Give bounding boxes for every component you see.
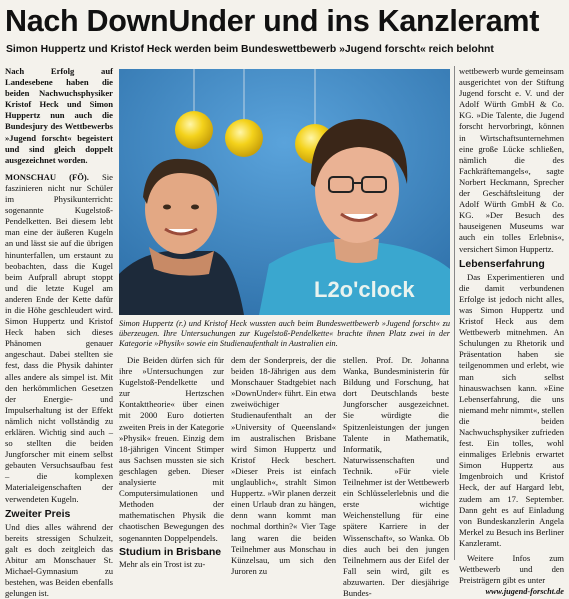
dateline: MONSCHAU (FÖ).	[5, 171, 89, 182]
column-5	[459, 66, 565, 597]
column-2	[119, 355, 224, 569]
section-heading-lebenserfahrung: Lebenserfahrung	[459, 257, 545, 270]
column-divider	[454, 66, 455, 560]
photo-image	[119, 69, 450, 315]
body-paragraph: dem der Sonderpreis, der die beiden 18-Jährigen aus dem Monschauer Stadtgebiet nach »DownUnder« führt. Ein etwa zweiwöchiger Studienaufenthalt an der »University of Queensland« im australischen Brisbane wird Simon Huppertz und Kristof Heck beschert. »Dieser Preis ist einfach unglaublich«, strahlt Simon Huppertz. »Wir planen derzeit einen Urlaub dran zu hängen, denn wann kommt man nochmal dorthin?« Vier Tage lang waren die beiden Teilnehmer aus Monschau in Künzelsau, um sich den Juroren zu	[231, 355, 336, 576]
lead-paragraph: Nach Erfolg auf Landesebene haben die beiden Nachwuchsphysiker Kristof Heck und Simon Huppertz nun auch die Bundesjury des Wettbewerbs »Jugend forscht« begeistert und sind gleich doppelt ausgezeichnet worden.	[5, 66, 113, 165]
column-1	[5, 66, 113, 599]
photo-caption: Simon Huppertz (r.) und Kristof Heck wussten auch beim Bundeswettbewerb »Jugend forscht« zu überzeugen. Ihre Untersuchungen zur Kugelstoß-Pendelkette« brachte ihnen Platz zwei in der Kategorie »Physik« sowie ein Studienaufenthalt in Australien ein.	[119, 319, 450, 349]
subheadline: Simon Huppertz und Kristof Heck werden beim Bundeswettbewerb »Jugend forscht« reich belohnt	[6, 44, 494, 55]
pendulum-ball	[175, 111, 213, 149]
section-heading-zweiter-preis: Zweiter Preis	[5, 507, 71, 520]
headline: Nach DownUnder und ins Kanzleramt	[5, 4, 540, 38]
body-paragraph: wettbewerb wurde gemeinsam ausgerichtet von der Stiftung Jugend forscht e. V. und der Adolf Würth GmbH & Co. KG. »Die Talente, die Jugend forscht hervorbringt, können in Wirtschaftsunternehmen eine große Lücke schließen, nämlich die des Fachkräftemangels«, sagte Norbert Heckmann, Sprecher der Geschäftsleitung der Adolf Würth GmbH & Co. KG. »Der Besuch des hauseigenen Museums war auch ein tolles Erlebnis«, versichert Simon Huppertz.	[459, 66, 564, 254]
body-paragraph	[5, 172, 113, 505]
info-paragraph: Weitere Infos zum Wettbewerb und den Preisträgern gibt es unter	[459, 553, 564, 586]
body-text: Sie faszinieren nicht nur Schüler im Physikunterricht: sogenannte Kugelstoß-Pendelketten. Bei diesem lebt man eine der äußeren Kugeln an und lässt sie auf die übrigen hinunterfallen, um erstaunt zu beobachten, dass die Kugel beim Aufprall abrupt stoppt und die letzte Kugel am anderen Ende der Kette dafür in die Höhe geschleudert wird. Simon Huppertz und Kristof Heck haben sich dieses Phänomen genauer angeschaut. Dabei stellten sie fest, dass die Physik dahinter alles andere als simpel ist. Mit den herkömmlichen Gesetzen der Energie- und Impulserhaltung ist der Effekt nämlich nicht vollständig zu erklären. Wichtig sind auch – so stellten die beiden Jungforscher mit einem selbst gebauten Versuchsaufbau fest – die komplexen Materialeigenschaften der verwendeten Kugeln.	[5, 171, 113, 504]
section-heading-studium: Studium in Brisbane	[119, 545, 222, 558]
body-paragraph: Und dies alles während der bereits stressigen Schulzeit, galt es doch zeitgleich das Abitur am Monschauer St. Michael-Gymnasium zu bestehen, was Beiden ebenfalls gelungen ist.	[5, 521, 113, 599]
article-photo	[119, 69, 450, 315]
body-paragraph: stellen. Prof. Dr. Johanna Wanka, Bundesministerin für Bildung und Forschung, hat dort Deutschlands beste Jungforscher ausgezeichnet. Sie würdigte die Spitzenleistungen der jungen Talente in Mathematik, Informatik, Naturwissenschaften und Technik. »Für viele Teilnehmer ist der Wettbewerb ein Schlüsselerlebnis und die erste wichtige Weichenstellung für eine spätere Karriere in der Wissenschaft«, so Wanka. Ob dies auch bei den jungen Teilnehmern aus der Eifel der Fall sein wird, gilt es abzuwarten. Der diesjährige Bundes-	[343, 355, 449, 598]
column-4	[343, 355, 449, 598]
website-link[interactable]: www.jugend-forscht.de	[485, 587, 564, 597]
shirt-text: L2o'clock	[314, 277, 415, 302]
body-paragraph: Das Experimentieren und die damit verbundenen Erfolge ist jedoch nicht alles, was Simon Huppertz und Kristof Heck aus dem Wettbewerb mitnehmen. An Schulungen zu Rhetorik und Präsentation haben sie teilgenommen und erlebt, wie man sich selbst hinauswachsen kann. »Eine Lebenserfahrung, die uns niemand mehr nimmt«, stellen die beiden Nachwuchsphysiker zufrieden fest. Ein tolles, wohl einmaliges Erlebnis erwartet Simon Huppertz aus Imgenbroich und Kristof Heck, der auf Hargard lebt, zudem am 17. September. Dann geht es auf Einladung von Bundeskanzlerin Angela Merkel zu Besuch ins Berliner Kanzleramt.	[459, 271, 565, 548]
pendulum-ball	[225, 119, 263, 157]
body-paragraph: Die Beiden dürfen sich für ihre »Untersuchungen zur Kugelstoß-Pendelkette und zur Hertzschen Kontakttheorie« über einen mit 2000 Euro dotierten zweiten Preis in der Kategorie »Physik« freuen. Einzig dem 18-jährigen Vincent Stimper aus Sachsen mussten sie sich geschlagen geben. Dieser analysierte mit Computersimulationen und Methoden der mathematischen Physik die chaotischen Bewegungen des sogenannten Doppelpendels.	[119, 355, 224, 543]
body-paragraph: Mehr als ein Trost ist zu-	[119, 558, 206, 569]
column-3	[231, 355, 336, 576]
